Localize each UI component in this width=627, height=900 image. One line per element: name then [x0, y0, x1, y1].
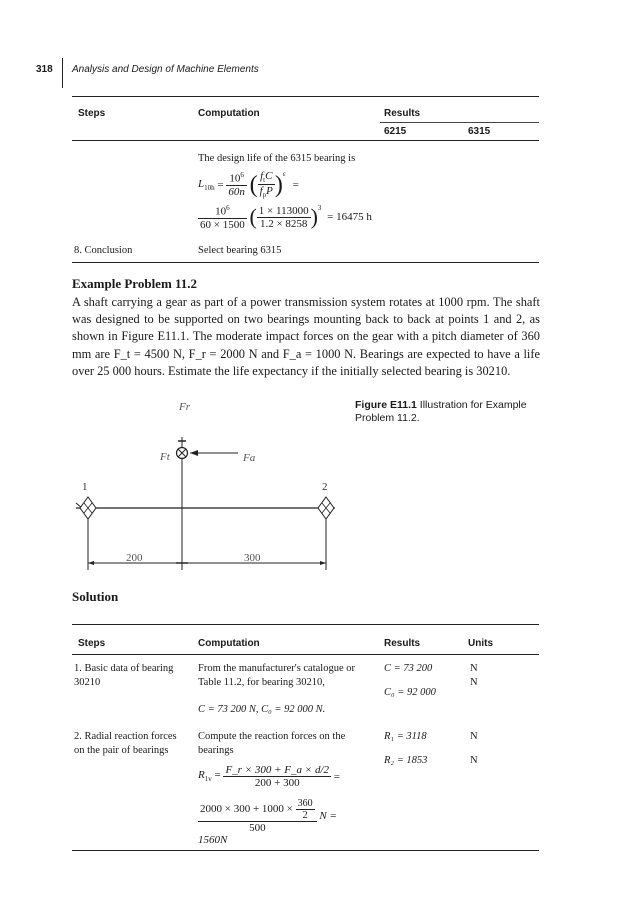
- eq-frac1-num: 10: [229, 173, 241, 186]
- fig-dim-300: 300: [244, 552, 261, 564]
- table2-col-steps: Steps: [78, 638, 106, 649]
- eq-r1v2-n: N =: [319, 810, 337, 822]
- row2-result-r1: R₁ = 3118: [384, 731, 427, 742]
- eq-frac1-den: 60n: [228, 186, 245, 199]
- row2-result-r2: R₂ = 1853: [384, 755, 428, 766]
- design-life-text: The design life of the 6315 bearing is: [198, 153, 356, 164]
- row2-step: 2. Radial reaction forces on the pair of bearings: [74, 731, 177, 756]
- eq-fp-sub: p: [262, 191, 267, 200]
- header-rule: [62, 58, 63, 88]
- fig-label-fr: Fr: [179, 401, 190, 413]
- eq-P: P: [266, 185, 273, 198]
- eq-R: R: [198, 769, 205, 782]
- eq-eq1: =: [217, 178, 224, 191]
- eq-r1v-den: 200 + 300: [254, 777, 300, 789]
- figure-caption-text: Illustration for Example Problem 11.2.: [355, 399, 527, 424]
- row1-unit-1: N: [470, 663, 478, 674]
- fig-bearing-2: [318, 497, 334, 570]
- eq-r1v2-small-num: 360: [297, 798, 313, 809]
- eq-C: C: [265, 170, 273, 182]
- equation-r1v-numeric: [198, 798, 337, 834]
- eq-eq2: =: [292, 178, 299, 191]
- conclusion-step: 8. Conclusion: [74, 245, 133, 256]
- table2-header-rule: [72, 654, 539, 655]
- eq-L-sub: 10h: [204, 183, 215, 192]
- table1-col-results: Results: [384, 108, 421, 119]
- row1-computation-values: C = 73 200 N, C₀ = 92 000 N.: [198, 704, 326, 715]
- fig-point-2: 2: [322, 481, 328, 493]
- row1-unit-2: N: [470, 677, 478, 688]
- eq-frac1-exp: 6: [240, 171, 244, 180]
- eq2-num: 10: [215, 205, 227, 218]
- eq-L: L: [198, 177, 205, 190]
- table1-top-rule: [72, 96, 539, 97]
- table2-col-units: Units: [468, 638, 493, 649]
- eq-frac2: [258, 170, 275, 199]
- eq-epsilon: ε: [282, 170, 286, 178]
- fig-label-ft: Ft: [160, 451, 170, 463]
- figure-caption: [355, 399, 540, 425]
- page-number: 318: [36, 64, 53, 75]
- eq-r1v2-small-den: 2: [302, 810, 308, 821]
- fig-dim-200: 200: [126, 552, 143, 564]
- table2-col-computation: Computation: [198, 638, 260, 649]
- example-paragraph: A shaft carrying a gear as part of a power transmission system rotates at 1000 rpm. The shaft was designed to be supported on two bearings mounting back to back at points 1 and 2, as shown in Figure E11.1. The moderate impact forces on the gear with a pitch diameter of 360 mm are F_t = 4500 N, F_r = 2000 N and F_a = 1000 N. Bearings are expected to have a life over 25 000 hours. Estimate the life expectancy if the initially selected bearing is 30210.: [72, 295, 540, 378]
- eq2-result: = 16475 h: [327, 211, 372, 224]
- eq-r1v-frac: [223, 764, 331, 789]
- table1-sub-6215: 6215: [384, 126, 407, 137]
- example-title: Example Problem 11.2: [72, 276, 198, 291]
- eq2-den: 60 × 1500: [200, 218, 245, 231]
- table1-col-steps: Steps: [78, 108, 106, 119]
- eq2-frac2: [257, 205, 311, 230]
- table1-col-computation: Computation: [198, 108, 260, 119]
- fig-bearing-1: [80, 497, 96, 570]
- equation-numeric: $\frac{10^6}{60 \times 1500}$ ( $\frac{1 \times 113000}{1.2 \times 8258}$ )$^3$ = 16475 h: [200, 204, 372, 231]
- fig-label-fa: Fa: [243, 452, 256, 464]
- eq-frac1: [226, 171, 247, 198]
- table1-header-rule: [72, 140, 539, 141]
- eq-R-sub: 1v: [204, 775, 212, 784]
- eq-r1v-num: F_r × 300 + F_a × d/2: [225, 764, 329, 776]
- running-title: Analysis and Design of Machine Elements: [72, 64, 259, 75]
- table1-results-subrule: [380, 122, 539, 123]
- eq2-frac2-den: 1.2 × 8258: [259, 217, 308, 230]
- eq-r1v2-den: 500: [249, 822, 266, 834]
- equation-r1v: $R_{1v}$ = $\frac{F\_r \times 300 + F\_a \times d/2}{200 + 300}$ =: [198, 764, 340, 789]
- eq-r1v2-a: 2000 × 300 + 1000 ×: [200, 803, 293, 816]
- table2-col-results: Results: [384, 638, 421, 649]
- eq-r1v2-frac: [198, 798, 317, 834]
- solution-heading: Solution: [72, 589, 119, 604]
- row1-computation: From the manufacturer's catalogue or Table 11.2, for bearing 30210,: [198, 663, 355, 688]
- eq-fp: f: [259, 185, 263, 198]
- conclusion-text: Select bearing 6315: [198, 245, 282, 256]
- table2-top-rule: [72, 624, 539, 625]
- row2-unit-2: N: [470, 755, 478, 766]
- row1-result-c: C = 73 200: [384, 663, 433, 674]
- fig-point-1: 1: [82, 481, 88, 493]
- eq2-num-exp: 6: [226, 204, 230, 212]
- table1-bottom-rule: [72, 262, 539, 263]
- row2-unit-1: N: [470, 731, 478, 742]
- row1-result-c0: C₀ = 92 000: [384, 687, 436, 698]
- eq2-frac2-num: 1 × 113000: [258, 204, 309, 217]
- equation-L10h: $L_{10h}$ = $\frac{10^6}{60n}$ ( $\frac{f_tC}{f_pP}$ )$^\varepsilon$ =: [198, 170, 299, 200]
- eq-result: 1560N: [198, 834, 228, 846]
- table2-bottom-rule: [72, 850, 539, 851]
- row2-computation: Compute the reaction forces on the bearings: [198, 731, 346, 756]
- row1-step: 1. Basic data of bearing 30210: [74, 663, 174, 688]
- eq2-frac1: [198, 204, 247, 231]
- figure-caption-label: Figure E11.1: [355, 399, 417, 411]
- eq2-exp: 3: [317, 204, 322, 212]
- figure-shaft-diagram: [60, 395, 350, 575]
- eq-ft-sub: t: [263, 176, 266, 185]
- eq-f: f: [260, 170, 264, 182]
- table1-sub-6315: 6315: [468, 126, 491, 137]
